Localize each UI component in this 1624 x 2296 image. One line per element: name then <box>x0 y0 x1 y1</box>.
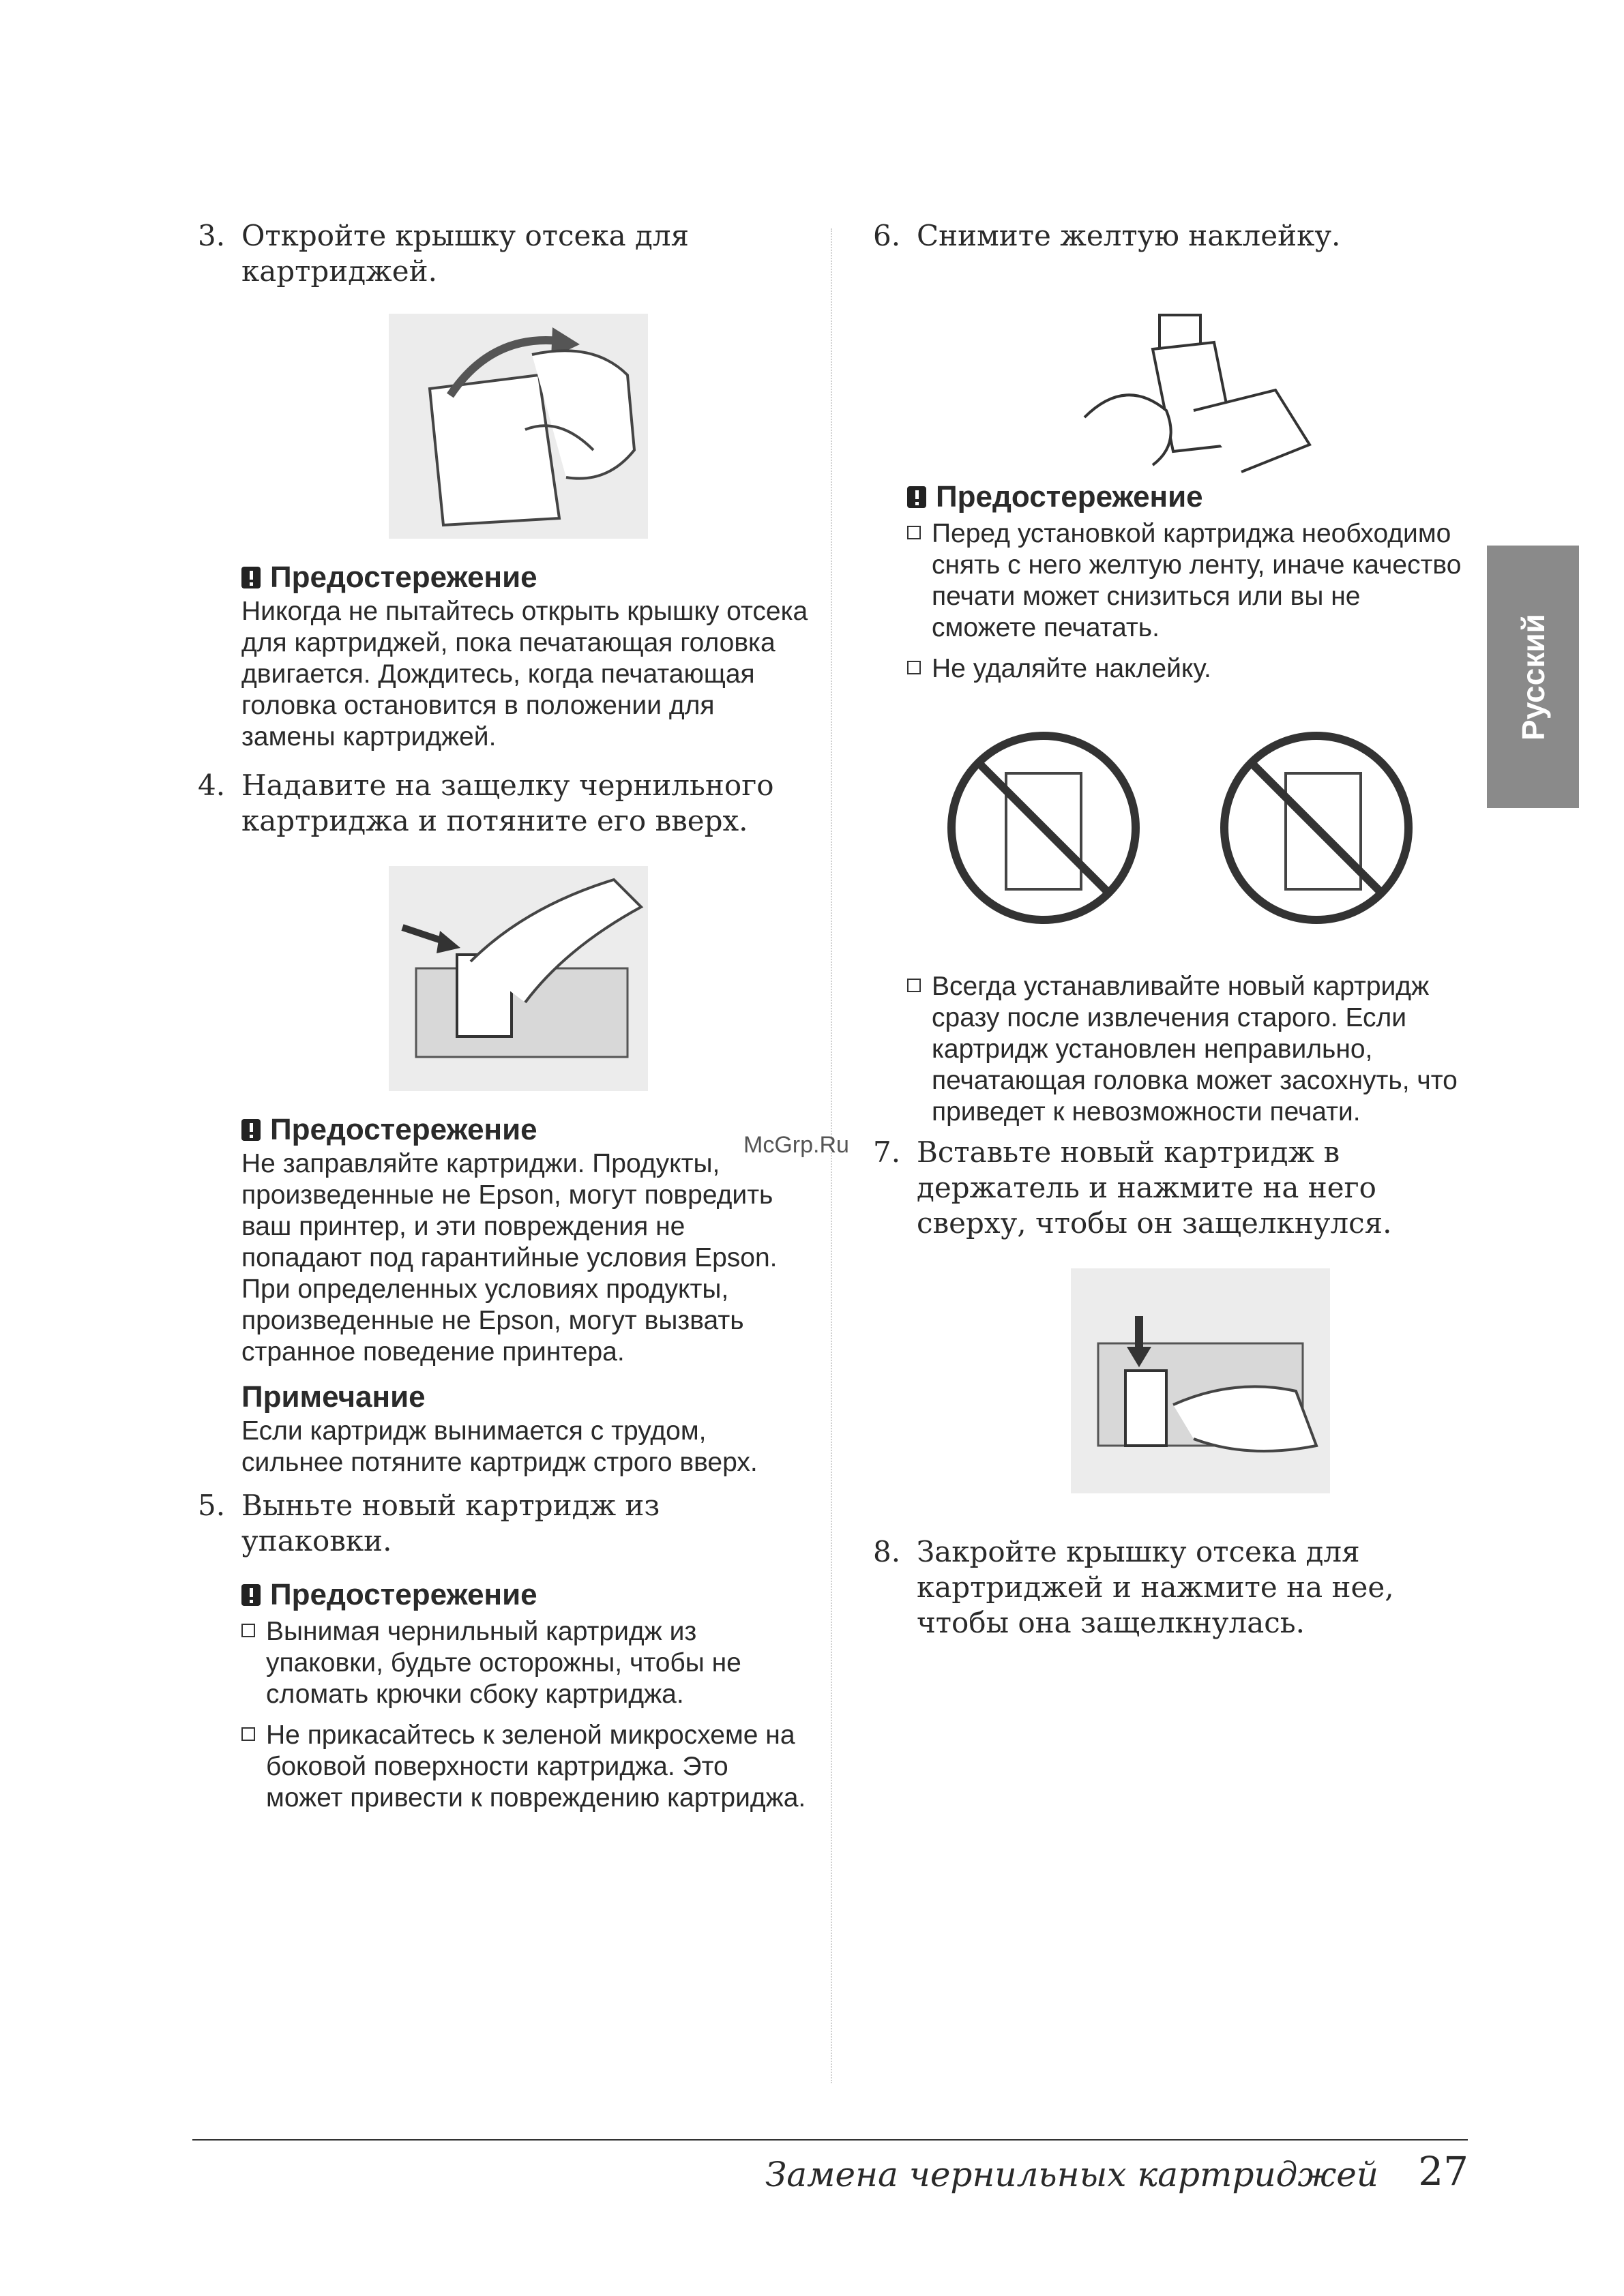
step-text: Вставьте новый картридж в держатель и нажмите на него сверху, чтобы он защелкнулся. <box>917 1135 1392 1240</box>
step-8 <box>873 1534 1466 1641</box>
step-number: 6. <box>873 219 901 252</box>
step-number: 4. <box>198 769 226 802</box>
insert-cartridge-illustration <box>1071 1268 1330 1493</box>
caution-heading <box>241 1577 812 1613</box>
caution-text: При определенных условиях продукты, произведенные не Epson, могут вызвать странное поведение принтера. <box>241 1274 744 1367</box>
caution-2 <box>241 1112 812 1368</box>
footer-rule <box>192 2139 1468 2141</box>
step-text: Выньте новый картридж из упаковки. <box>241 1489 660 1557</box>
page-number: 27 <box>1418 2148 1468 2194</box>
bullet-item <box>907 971 1466 1128</box>
bullet-text: Не удаляйте наклейку. <box>932 654 1211 683</box>
caution-heading-text: Предостережение <box>270 1113 537 1146</box>
prohibited-figures <box>907 726 1466 930</box>
step-6 <box>873 218 1466 254</box>
bullet-text: Всегда устанавливайте новый картридж сразу после извлечения старого. Если картридж установлен неправильно, печатающая головка может засохнуть, что приведет к невозможности печати. <box>932 972 1458 1127</box>
right-column <box>873 218 1466 1641</box>
warning-icon <box>241 567 261 588</box>
note-heading: Примечание <box>241 1380 426 1414</box>
note-text: Если картридж вынимается с трудом, сильнее потяните картридж строго вверх. <box>241 1416 758 1477</box>
bullet-text: Не прикасайтесь к зеленой микросхеме на боковой поверхности картриджа. Это может привести к повреждению картриджа. <box>266 1720 806 1813</box>
no-remove-label-icon <box>941 726 1146 930</box>
bullet-item <box>241 1616 812 1710</box>
step-text: Снимите желтую наклейку. <box>917 219 1341 252</box>
caution-heading-text: Предостережение <box>270 561 537 594</box>
step-number: 7. <box>873 1135 901 1169</box>
checkbox-bullet-icon <box>907 661 921 674</box>
caution-heading-text: Предостережение <box>936 480 1203 513</box>
caution-1 <box>241 559 812 753</box>
bullet-item <box>241 1720 812 1814</box>
note <box>241 1379 812 1478</box>
warning-icon <box>241 1584 261 1606</box>
footer-section-title: Замена чернильных картриджей <box>765 2155 1378 2194</box>
remove-yellow-tape-illustration <box>1071 308 1316 486</box>
caution-text: Не заправляйте картриджи. Продукты, произведенные не Epson, могут повредить ваш принтер, и эти повреждения не попадают под гарантийные условия Epson. <box>241 1149 778 1272</box>
step-4 <box>198 768 812 839</box>
checkbox-bullet-icon <box>907 526 921 539</box>
step-text: Откройте крышку отсека для картриджей. <box>241 219 690 288</box>
step-5 <box>198 1488 812 1559</box>
bullet-text: Перед установкой картриджа необходимо снять с него желтую ленту, иначе качество печати может снизиться или вы не сможете печатать. <box>932 519 1462 642</box>
step-number: 5. <box>198 1489 226 1522</box>
step-number: 8. <box>873 1535 901 1568</box>
step-text: Надавите на защелку чернильного картриджа и потяните его вверх. <box>241 769 774 837</box>
step-7 <box>873 1135 1466 1241</box>
step-3 <box>198 218 812 289</box>
remove-cartridge-illustration <box>389 866 648 1091</box>
caution-heading <box>241 559 812 596</box>
language-tab-label: Русский <box>1515 613 1551 741</box>
checkbox-bullet-icon <box>241 1624 255 1637</box>
step-text: Закройте крышку отсека для картриджей и нажмите на нее, чтобы она защелкнулась. <box>917 1535 1394 1639</box>
bullet-item <box>907 653 1466 685</box>
warning-icon <box>907 486 926 508</box>
bullet-text: Вынимая чернильный картридж из упаковки, будьте осторожны, чтобы не сломать крючки сбоку картриджа. <box>266 1617 741 1709</box>
language-tab <box>1487 546 1579 808</box>
caution-text: Никогда не пытайтесь открыть крышку отсека для картриджей, пока печатающая головка двигается. Дождитесь, когда печатающая головка остановится в положении для замены картриджей. <box>241 597 808 751</box>
caution-4 <box>907 479 1466 1128</box>
bullet-item <box>907 518 1466 644</box>
checkbox-bullet-icon <box>241 1727 255 1741</box>
watermark: McGrp.Ru <box>743 1132 849 1158</box>
no-remove-tape-icon <box>1214 726 1419 930</box>
left-column <box>198 218 812 1814</box>
caution-heading-text: Предостережение <box>270 1578 537 1611</box>
caution-heading <box>241 1112 812 1148</box>
warning-icon <box>241 1119 261 1141</box>
caution-3 <box>241 1577 812 1814</box>
step-number: 3. <box>198 219 226 252</box>
caution-heading <box>907 479 1466 516</box>
checkbox-bullet-icon <box>907 979 921 992</box>
open-cover-illustration <box>389 314 648 539</box>
